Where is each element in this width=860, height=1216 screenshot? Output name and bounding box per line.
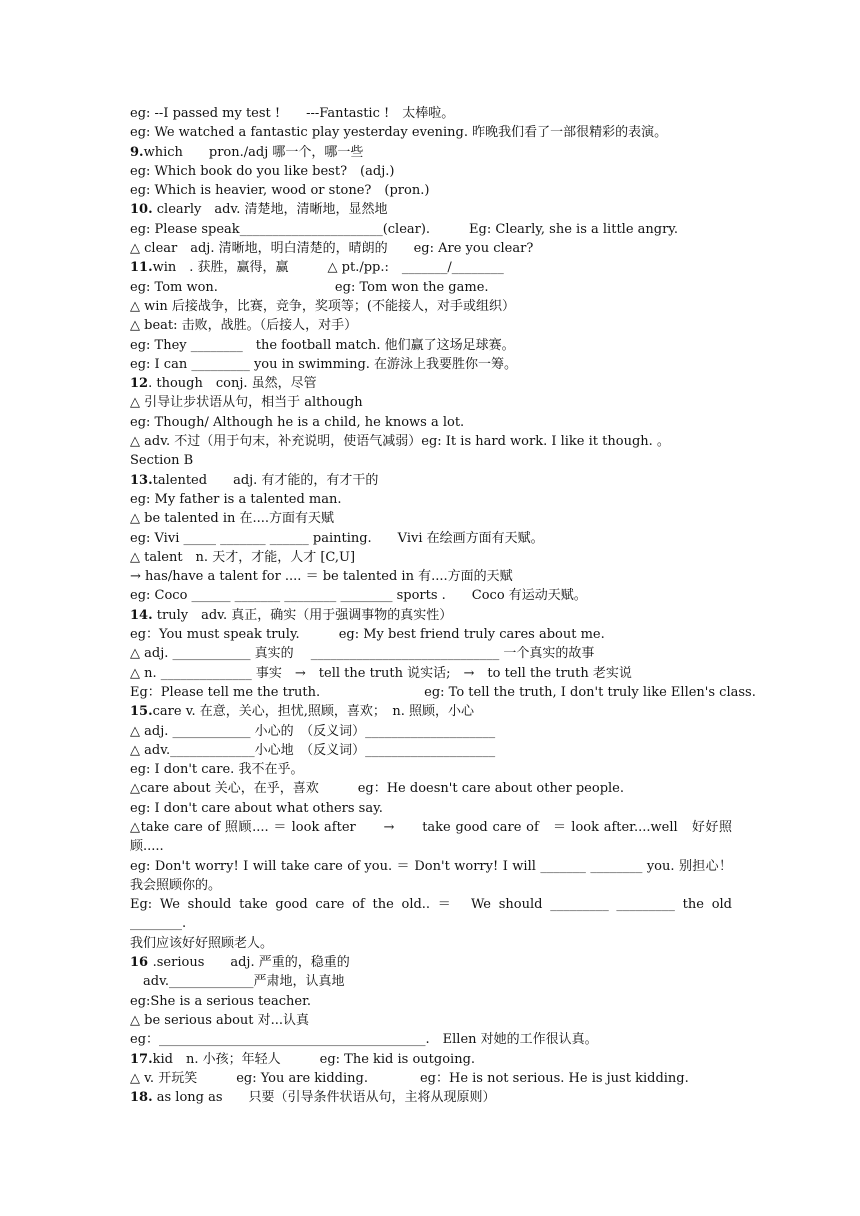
text-line: eg: --I passed my test ! ---Fantastic ! 太棒啦。 bbox=[130, 106, 455, 121]
text-line: eg: I don't care. 我不在乎。 bbox=[130, 762, 304, 778]
text-line: eg: Tom won. eg: Tom won the game. bbox=[130, 279, 489, 295]
text-line: △care about 关心，在乎，喜欢 eg：He doesn't care about other people. bbox=[130, 781, 625, 797]
text-line: △ v. 开玩笑 eg: You are kidding. eg：He is not serious. He is just kidding. bbox=[130, 1070, 689, 1086]
entry-heading-17: 17.kid n. 小孩；年轻人 eg: The kid is outgoing. bbox=[130, 1051, 476, 1067]
text-line: 顾..... bbox=[130, 839, 164, 855]
text-line: △ adv. 不过（用于句末，补充说明，使语气减弱）eg: It is hard work. I like it though. 。 bbox=[130, 434, 670, 450]
text-line: → has/have a talent for .... ＝ be talented in 有....方面的天赋 bbox=[130, 569, 513, 585]
entry-heading-18: 18. as long as 只要（引导条件状语从句，主将从现原则） bbox=[130, 1090, 496, 1106]
text-line: △ 引导让步状语从句，相当于 although bbox=[130, 395, 363, 411]
text-line: △ beat: 击败，战胜。（后接人，对手） bbox=[130, 318, 358, 334]
text-line: △ win 后接战争，比赛，竞争，奖项等；(不能接人，对手或组织） bbox=[130, 298, 515, 314]
text-line: eg：_________________________________________. Ellen 对她的工作很认真。 bbox=[130, 1032, 598, 1048]
text-line: eg: Please speak______________________(clear). Eg: Clearly, she is a little angry. bbox=[130, 221, 679, 237]
text-line: eg: Don't worry! I will take care of you. ＝ Don't worry! I will _______ ________ you. 别担心！ bbox=[130, 858, 732, 874]
text-line: Eg：Please tell me the truth. eg: To tell the truth, I don't truly like Ellen's class. bbox=[130, 684, 756, 700]
entry-heading-10: 10. clearly adv. 清楚地，清晰地，显然地 bbox=[130, 202, 388, 218]
text-line: 我会照顾你的。 bbox=[130, 877, 222, 893]
text-line: eg：You must speak truly. eg: My best friend truly cares about me. bbox=[130, 627, 605, 643]
text-line: eg: We watched a fantastic play yesterday evening. 昨晚我们看了一部很精彩的表演。 bbox=[130, 125, 668, 141]
text-line: △ adv._____________小心地 （反义词）____________________ bbox=[130, 742, 496, 758]
text-line: eg: I don't care about what others say. bbox=[130, 800, 383, 816]
text-line: △ be serious about 对...认真 bbox=[130, 1012, 310, 1028]
text-line: eg: Which is heavier, wood or stone? (pron.) bbox=[130, 183, 430, 199]
text-line: △ clear adj. 清晰地，明白清楚的，晴朗的 eg: Are you clear? bbox=[130, 241, 534, 257]
section-heading: Section B bbox=[130, 453, 194, 469]
text-line: eg:She is a serious teacher. bbox=[130, 993, 312, 1009]
text-line: △ adj. ____________ 真实的 _____________________________ 一个真实的故事 bbox=[130, 646, 595, 662]
text-line: △ talent n. 天才，才能，人才 [C,U] bbox=[130, 549, 356, 565]
text-line: eg: Coco ______ _______ ________ ________ sports . Coco 有运动天赋。 bbox=[130, 588, 587, 604]
entry-heading-12: 12. though conj. 虽然，尽管 bbox=[130, 376, 317, 392]
entry-heading-9: 9.which pron./adj 哪一个，哪一些 bbox=[130, 144, 364, 160]
text-line: △ n. ______________ 事实 → tell the truth 说实话; → to tell the truth 老实说 bbox=[130, 665, 632, 681]
entry-heading-14: 14. truly adv. 真正，确实（用于强调事物的真实性） bbox=[130, 607, 453, 623]
text-line: 我们应该好好照顾老人。 bbox=[130, 935, 274, 951]
text-line: adv._____________严肃地，认真地 bbox=[130, 974, 345, 990]
text-line: ________. bbox=[130, 916, 187, 932]
entry-heading-16: 16 .serious adj. 严重的，稳重的 bbox=[130, 955, 350, 971]
entry-heading-15: 15.care v. 在意，关心，担忧,照顾，喜欢； n. 照顾，小心 bbox=[130, 704, 475, 720]
text-line: eg: I can _________ you in swimming. 在游泳上我要胜你一筹。 bbox=[130, 356, 518, 372]
text-line: eg: Which book do you like best? (adj.) bbox=[130, 163, 395, 179]
document-page bbox=[130, 104, 756, 1107]
text-line: △take care of 照顾.... ＝ look after → take good care of ＝ look after....well 好好照 bbox=[130, 819, 732, 835]
entry-heading-11: 11.win . 获胜，赢得，赢 △ pt./pp.: _______/________ bbox=[130, 260, 504, 276]
text-line: eg: Vivi _____ _______ ______ painting. Vivi 在绘画方面有天赋。 bbox=[130, 530, 544, 546]
text-line: eg: Though/ Although he is a child, he knows a lot. bbox=[130, 414, 465, 430]
text-line: △ be talented in 在....方面有天赋 bbox=[130, 511, 335, 527]
text-line: △ adj. ____________ 小心的 （反义词）____________________ bbox=[130, 723, 496, 739]
text-line: eg: My father is a talented man. bbox=[130, 491, 342, 507]
entry-heading-13: 13.talented adj. 有才能的，有才干的 bbox=[130, 472, 379, 488]
text-line: Eg: We should take good care of the old.. ＝ We should _________ _________ the old bbox=[130, 897, 732, 913]
text-line: eg: They ________ the football match. 他们赢了这场足球赛。 bbox=[130, 337, 515, 353]
